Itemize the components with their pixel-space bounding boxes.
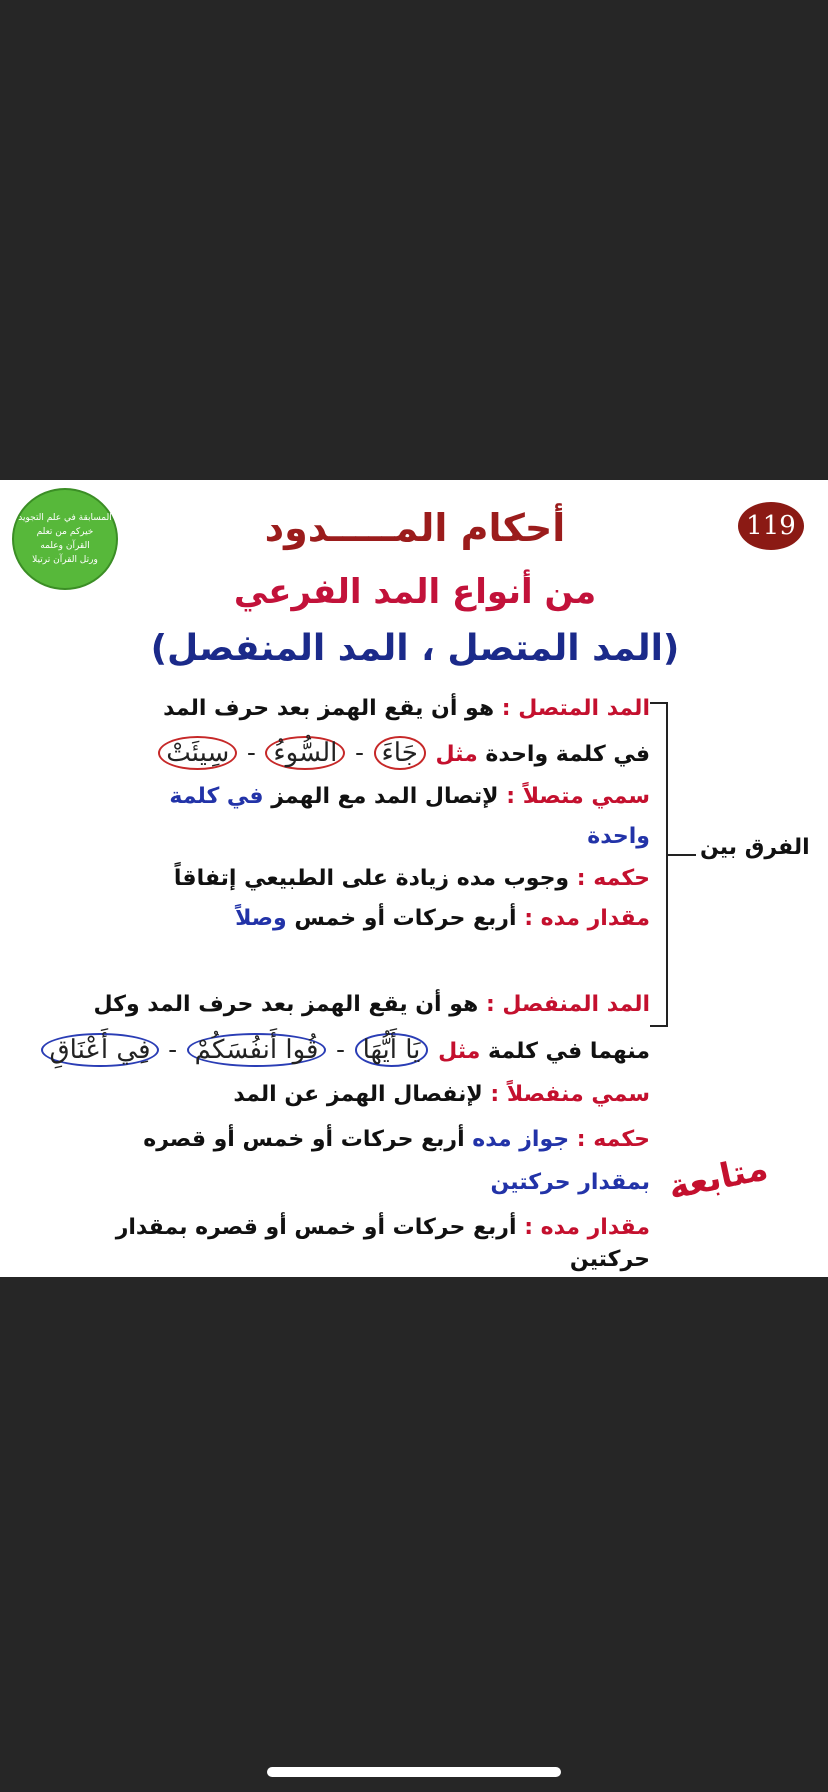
logo (12, 488, 118, 590)
muttasil-examples: في كلمة واحدة مثل جَاءَ - السُّوءُ - سِيئَتْ (156, 736, 650, 770)
munfasil-examples: منهما في كلمة مثل يَا أَيُّهَا - قُوا أَنفُسَكُمْ - فِي أَعْنَاقِ (39, 1033, 650, 1067)
text: جواز مده (472, 1127, 570, 1152)
text: وجوب مده زيادة على الطبيعي إتفاقاً (173, 866, 570, 891)
text: هو أن يقع الهمز بعد حرف المد وكل (93, 992, 479, 1017)
lesson-page (0, 480, 828, 1277)
label: سمي متصلاً : (506, 784, 650, 809)
text: منهما في كلمة (488, 1039, 650, 1064)
logo-line: ورتل القرآن ترتيلا (32, 555, 98, 565)
example-word: جَاءَ (374, 736, 426, 770)
logo-line: المسابقة في علم التجويد (18, 513, 112, 523)
text: في كلمة (169, 784, 264, 809)
label: مقدار مده : (524, 1215, 650, 1240)
page-number-badge (738, 502, 804, 550)
label: حكمه : (576, 866, 650, 891)
text: حركتين (569, 1247, 650, 1272)
text: أربع حركات أو خمس (294, 906, 517, 931)
label: مثل (438, 1039, 481, 1064)
muttasil-definition (163, 694, 650, 724)
label: حكمه : (576, 1127, 650, 1152)
comparison-tick (666, 854, 696, 856)
difference-label: الفرق بين (700, 835, 810, 860)
munfasil-ruling-cont (490, 1168, 650, 1198)
text: أربع حركات أو خمس أو قصره بمقدار (115, 1215, 517, 1240)
text: واحدة (587, 824, 650, 849)
muttasil-naming-cont (587, 822, 650, 852)
subtitle: من أنواع المد الفرعي (233, 572, 597, 612)
munfasil-definition (94, 990, 650, 1020)
muttasil-naming (169, 782, 650, 812)
text: لإتصال المد مع الهمز (271, 784, 499, 809)
label: مثل (435, 742, 478, 767)
types-title: (المد المتصل ، المد المنفصل) (150, 628, 680, 669)
home-indicator[interactable] (267, 1767, 561, 1777)
muttasil-amount (235, 904, 650, 934)
text: لإنفصال الهمز عن المد (233, 1082, 483, 1107)
munfasil-amount (116, 1213, 650, 1243)
label: سمي منفصلاً : (490, 1082, 650, 1107)
label: مقدار مده : (524, 906, 650, 931)
logo-line: خيركم من تعلم (36, 527, 94, 537)
example-word: السُّوءُ (265, 736, 345, 770)
label: المد المتصل : (501, 696, 650, 721)
munfasil-ruling (143, 1125, 650, 1155)
example-word: فِي أَعْنَاقِ (41, 1033, 158, 1067)
text: بمقدار حركتين (490, 1170, 650, 1195)
munfasil-naming (233, 1080, 650, 1110)
munfasil-amount-cont (570, 1245, 650, 1275)
example-word: سِيئَتْ (158, 736, 237, 770)
comparison-bracket (650, 702, 668, 1027)
example-word: يَا أَيُّهَا (355, 1033, 429, 1067)
example-word: قُوا أَنفُسَكُمْ (187, 1033, 327, 1067)
logo-line: القرآن وعلمه (40, 541, 90, 551)
continue-label: متابعة (664, 1148, 772, 1208)
text: أربع حركات أو خمس أو قصره (143, 1127, 465, 1152)
muttasil-ruling (174, 864, 650, 894)
label: المد المنفصل : (485, 992, 650, 1017)
text: هو أن يقع الهمز بعد حرف المد (163, 696, 495, 721)
text: في كلمة واحدة (485, 742, 650, 767)
main-title: أحكام المـــــدود (264, 506, 566, 550)
text: وصلاً (235, 906, 287, 931)
page-number: 119 (746, 511, 796, 541)
